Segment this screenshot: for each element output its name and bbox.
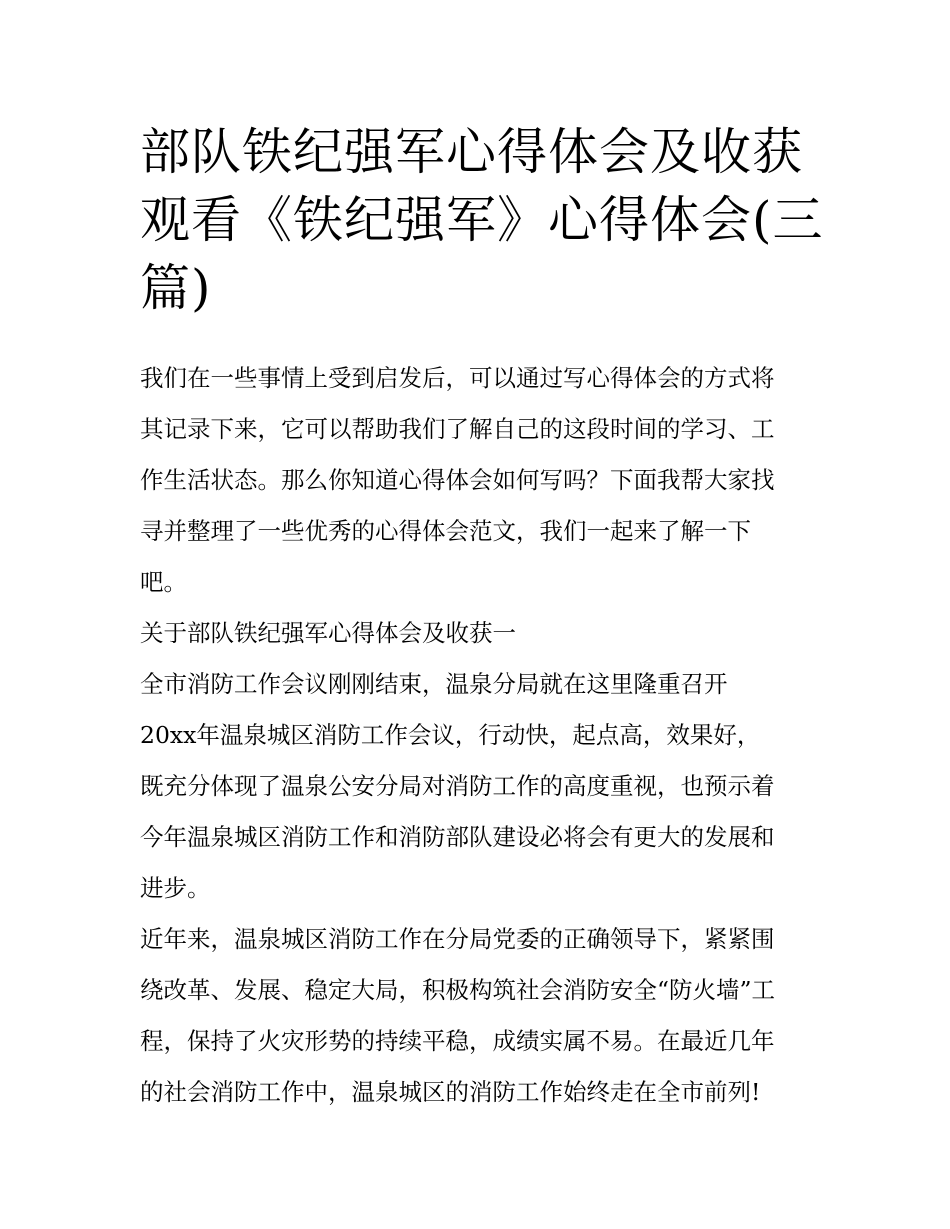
document-title xyxy=(140,118,824,322)
intro-line-1: 我们在一些事情上受到启发后，可以通过写心得体会的方式将 xyxy=(140,364,775,392)
title-line-1: 部队铁纪强军心得体会及收获 xyxy=(140,123,803,181)
paragraph-2-line-4: 的社会消防工作中，温泉城区的消防工作始终走在全市前列! xyxy=(140,1078,761,1106)
paragraph-1-line-2: 20xx年温泉城区消防工作会议，行动快，起点高，效果好， xyxy=(140,721,761,749)
intro-line-5: 吧。 xyxy=(140,568,187,596)
paragraph-1-line-4: 今年温泉城区消防工作和消防部队建设必将会有更大的发展和 xyxy=(140,823,775,851)
paragraph-1-line-1: 全市消防工作会议刚刚结束，温泉分局就在这里隆重召开 xyxy=(140,670,728,698)
document-body xyxy=(140,353,820,1118)
intro-line-2: 其记录下来，它可以帮助我们了解自己的这段时间的学习、工 xyxy=(140,415,775,443)
intro-line-4: 寻并整理了一些优秀的心得体会范文，我们一起来了解一下 xyxy=(140,517,751,545)
title-line-2: 观看《铁纪强军》心得体会(三 xyxy=(140,191,824,249)
title-line-3: 篇) xyxy=(140,259,212,317)
paragraph-2-line-3: 程，保持了火灾形势的持续平稳，成绩实属不易。在最近几年 xyxy=(140,1027,775,1055)
paragraph-1-line-5: 进步。 xyxy=(140,874,211,902)
paragraph-2-line-2: 绕改革、发展、稳定大局，积极构筑社会消防安全“防火墙”工 xyxy=(140,976,776,1004)
intro-line-3: 作生活状态。那么你知道心得体会如何写吗？下面我帮大家找 xyxy=(140,466,775,494)
paragraph-1-line-3: 既充分体现了温泉公安分局对消防工作的高度重视，也预示着 xyxy=(140,772,775,800)
section-heading: 关于部队铁纪强军心得体会及收获一 xyxy=(140,619,516,647)
paragraph-2-line-1: 近年来，温泉城区消防工作在分局党委的正确领导下，紧紧围 xyxy=(140,925,775,953)
